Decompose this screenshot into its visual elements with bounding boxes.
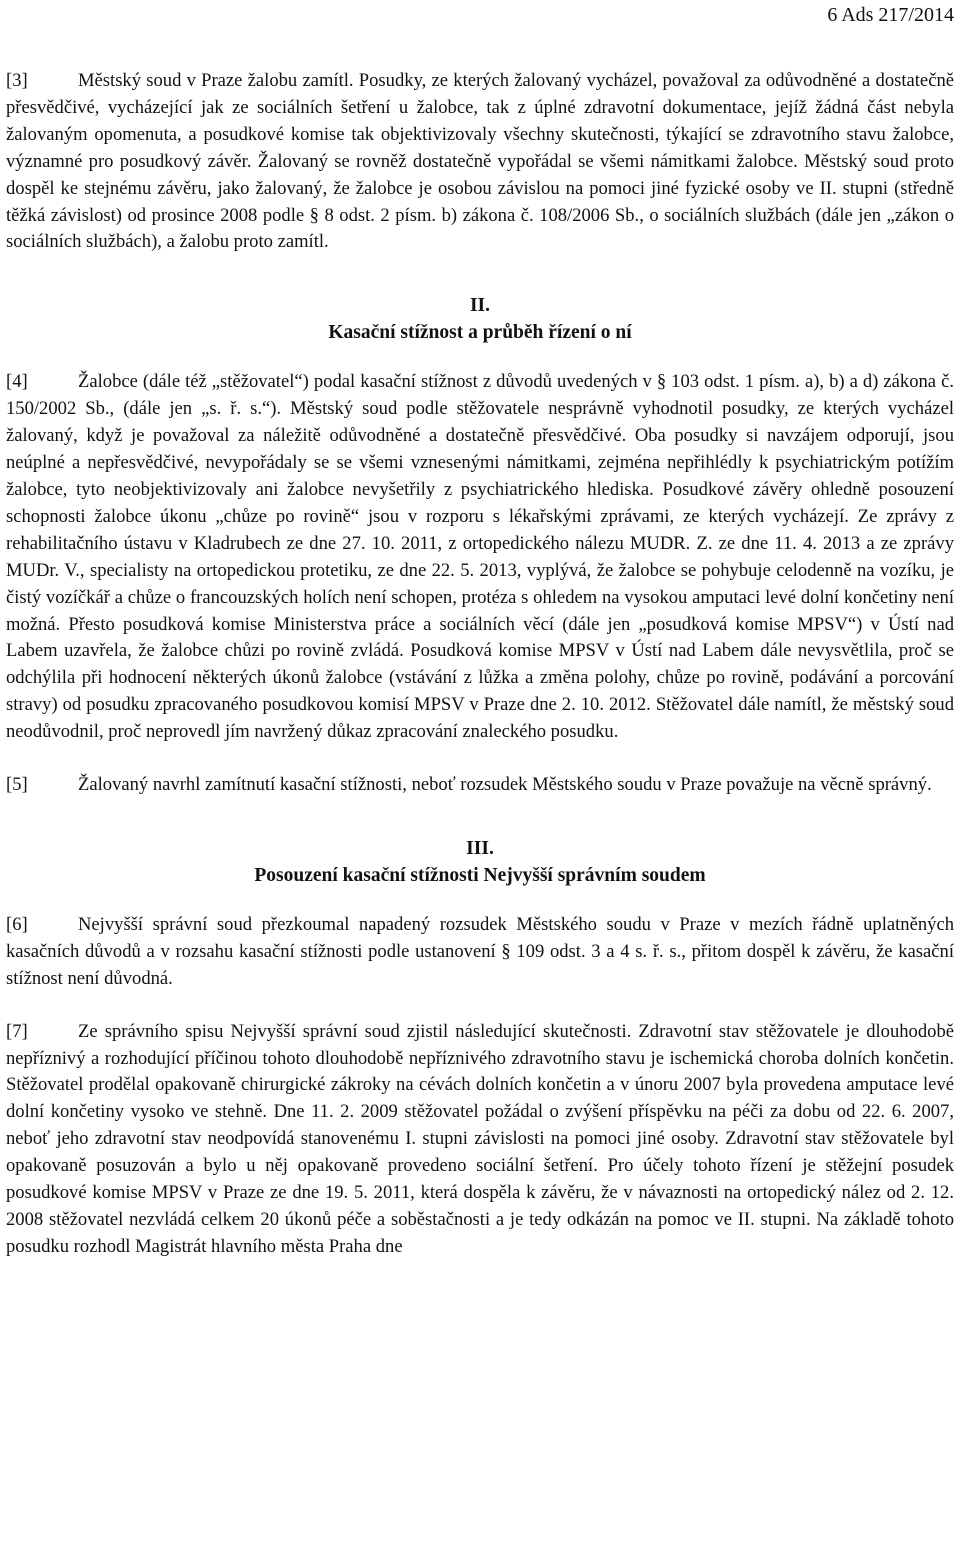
paragraph-number: [7] — [6, 1020, 28, 1042]
section-title: Kasační stížnost a průběh řízení o ní — [328, 322, 632, 344]
paragraph-text: Nejvyšší správní soud přezkoumal napadený rozsudek Městského soudu v Praze v mezích řádně uplatněných kasačních důvodů a v rozsahu kasační stížnosti podle ustanovení § 109 odst. 3 a 4 s. ř. s., přitom dospěl k závěru, že kasační stížnost není důvodná. — [6, 913, 954, 989]
section-number: II. — [469, 295, 491, 317]
paragraph-7 — [6, 1019, 954, 1261]
paragraph-text: Městský soud v Praze žalobu zamítl. Posudky, ze kterých žalovaný vycházel, považoval za odůvodněné a dostatečně přesvědčivé, vycházející jak ze sociálních šetření u žalobce, tak z úplné zdravotní dokumentace, jejíž žádná část nebyla žalovaným opomenuta, a posudkové komise tak objektivizovaly všechny skutečnosti, týkající se zdravotního stavu žalobce, významné pro posudkový závěr. Žalovaný se rovněž dostatečně vypořádal se všemi námitkami žalobce. Městský soud proto dospěl ke stejnému závěru, jako žalovaný, že žalobce je osobou závislou na pomoci jiné fyzické osoby ve II. stupni (středně těžká závislost) od prosince 2008 podle § 8 odst. 2 písm. b) zákona č. 108/2006 Sb., o sociálních službách (dále jen „zákon o sociálních službách), a žalobu proto zamítl. — [6, 70, 954, 253]
paragraph-5 — [6, 772, 954, 799]
paragraph-number: [4] — [6, 371, 28, 393]
paragraph-text: Žalobce (dále též „stěžovatel“) podal kasační stížnost z důvodů uvedených v § 103 odst. 1 písm. a), b) a d) zákona č. 150/2002 Sb., (dále jen „s. ř. s.“). Městský soud podle stěžovatele nesprávně vyhodnotil posudky, ze kterých vycházel žalovaný, když je považoval za náležitě odůvodněné a dostatečně přesvědčivé. Oba posudky si navzájem odporují, jsou neúplné a nepřesvědčivé, nevypořádaly se se všemi vznesenými námitkami, zejména nepřihlédly k psychiatrickým potížím žalobce, tyto neobjektivizovaly ani žalobce nevyšetřily z psychiatrického hlediska. Posudkové závěry ohledně posouzení schopnosti žalobce úkonu „chůze po rovině“ jsou v rozporu s lékařskými zprávami, ze kterých vycházejí. Ze zprávy z rehabilitačního ústavu v Kladrubech ze dne 27. 10. 2011, z ortopedického nálezu MUDR. Z. ze dne 11. 4. 2013 a ze zprávy MUDr. V., specialisty na ortopedickou protetiku, ze dne 22. 5. 2013, vyplývá, že žalobce se pohybuje celodenně na vozíku, je čistý vozíčkář a chůze o francouzských holích není schopen, protéza s ohledem na vysokou amputaci levé dolní končetiny není možná. Přesto posudková komise Ministerstva práce a sociálních věcí (dále jen „posudková komise MPSV“) v Ústí nad Labem uzavřela, že žalobce chůzi po rovině zvládá. Posudková komise MPSV v Ústí nad Labem dále nevysvětlila, proč se odchýlila při hodnocení některých úkonů žalobce (vstávání z lůžka a změna polohy, chůze po rovině, podávání a porcování stravy) od posudku zpracovaného posudkovou komisí MPSV v Praze dne 2. 10. 2012. Stěžovatel dále namítl, že městský soud neodůvodnil, proč neprovedl jím navržený důkaz zpracování znaleckého posudku. — [6, 371, 954, 743]
paragraph-number: [5] — [6, 774, 28, 796]
paragraph-6 — [6, 912, 954, 993]
document-body — [6, 68, 954, 1261]
paragraph-number: [6] — [6, 913, 28, 935]
section-title: Posouzení kasační stížnosti Nejvyšší správním soudem — [254, 864, 706, 886]
paragraph-number: [3] — [6, 70, 28, 91]
paragraph-text: Ze správního spisu Nejvyšší správní soud zjistil následující skutečnosti. Zdravotní stav stěžovatele je dlouhodobě nepříznivý a rozhodující příčinou tohoto dlouhodobě nepříznivého zdravotního stavu je ischemická choroba dolních končetin. Stěžovatel prodělal opakovaně chirurgické zákroky na cévách dolních končetin a v únoru 2007 byla provedena amputace levé dolní končetiny vysoko ve stehně. Dne 11. 2. 2009 stěžovatel požádal o zvýšení příspěvku na péči za dobu od 22. 6. 2007, neboť jeho zdravotní stav neodpovídá stanovenému I. stupni závislosti na pomoci jiné osoby. Zdravotní stav stěžovatele byl opakovaně posuzován a bylo u něj opakovaně provedeno sociální šetření. Pro účely tohoto řízení je stěžejní posudek posudkové komise MPSV v Praze ze dne 19. 5. 2011, která dospěla k závěru, že v návaznosti na ortopedický nález od 2. 12. 2008 stěžovatel nezvládá celkem 20 úkonů péče a soběstačnosti a je tedy odkázán na pomoc ve II. stupni. Na základě tohoto posudku rozhodl Magistrát hlavního města Praha dne — [6, 1020, 954, 1257]
paragraph-text: Žalovaný navrhl zamítnutí kasační stížnosti, neboť rozsudek Městského soudu v Praze považuje na věcně správný. — [78, 774, 932, 796]
case-reference: 6 Ads 217/2014 — [827, 4, 954, 26]
paragraph-4 — [6, 369, 954, 746]
section-number: III. — [466, 837, 494, 859]
paragraph-3 — [6, 68, 954, 256]
